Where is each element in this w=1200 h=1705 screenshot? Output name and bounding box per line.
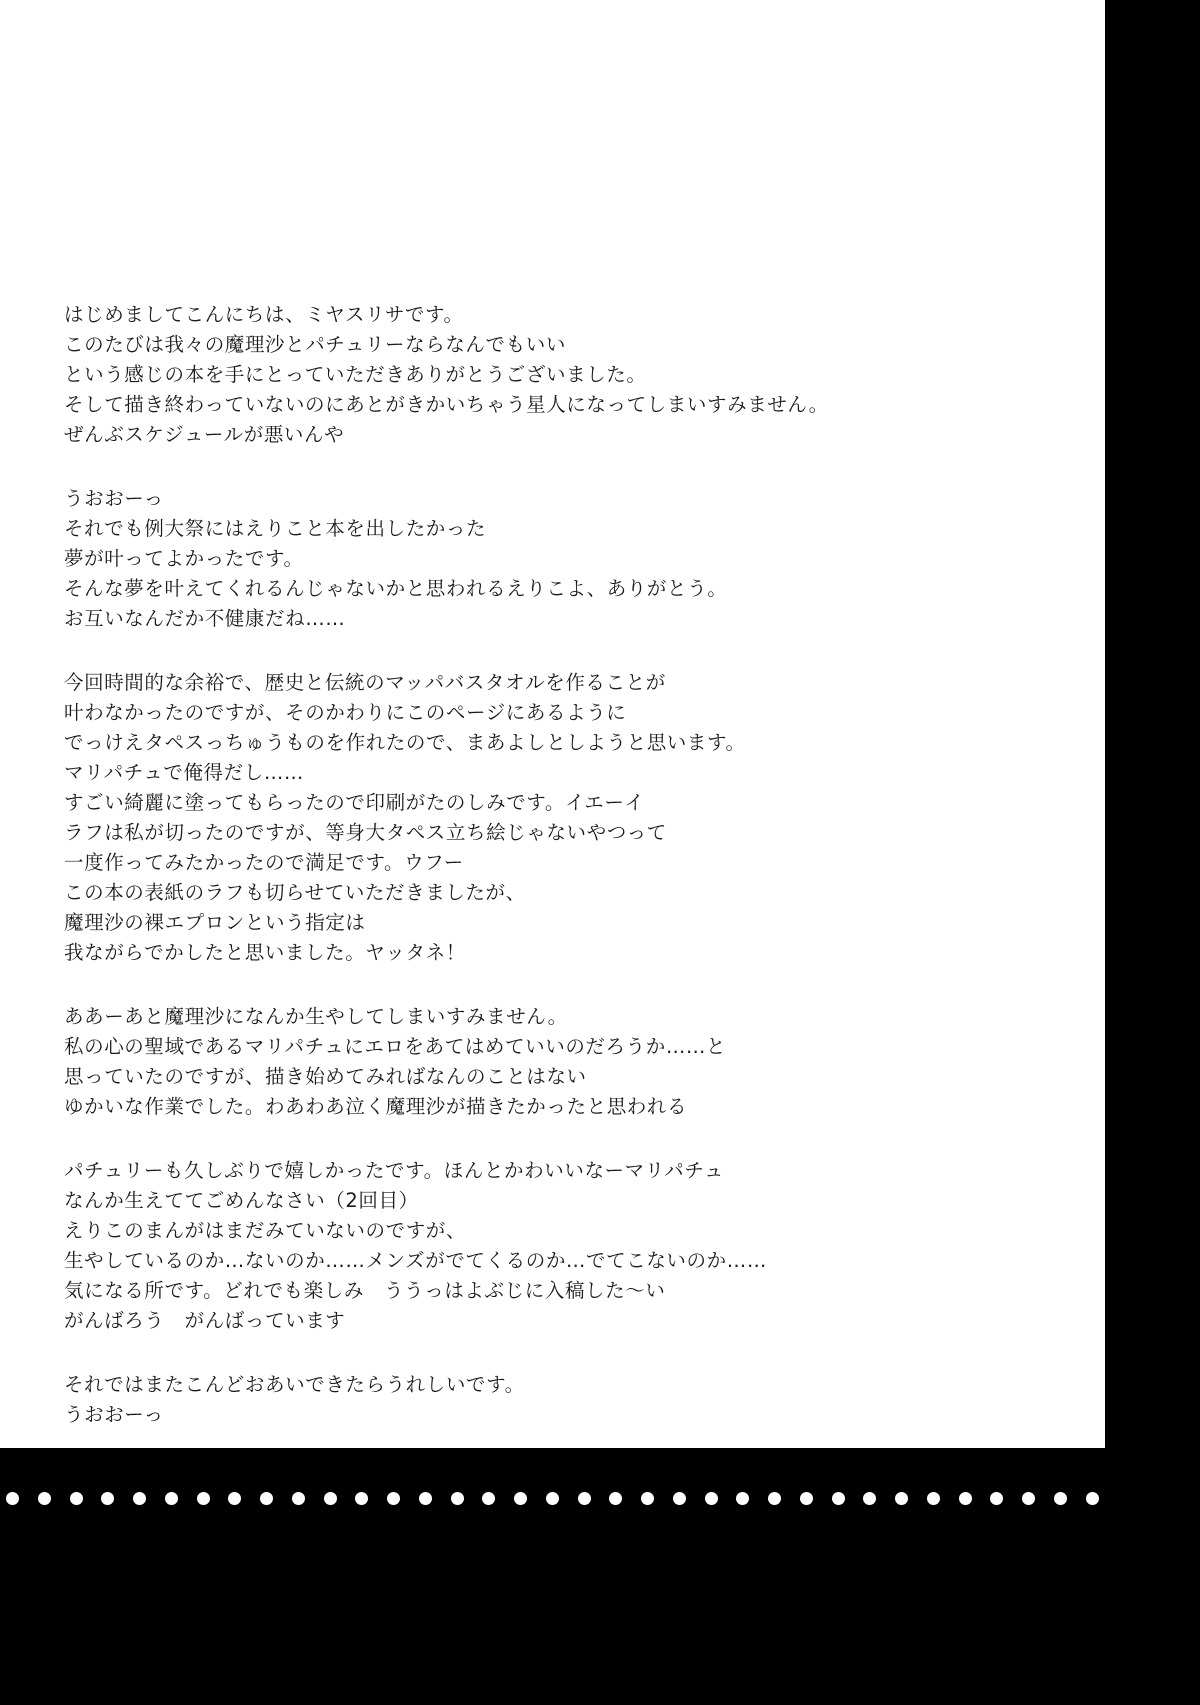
- text-line: 思っていたのですが、描き始めてみればなんのことはない: [64, 1065, 587, 1088]
- decorative-dot: [768, 1492, 781, 1505]
- bottom-decorative-band: [0, 1448, 1105, 1565]
- text-line: はじめましてこんにちは、ミヤスリサです。: [64, 303, 464, 326]
- decorative-dot: [800, 1492, 813, 1505]
- text-line: 今回時間的な余裕で、歴史と伝統のマッパバスタオルを作ることが: [64, 671, 666, 694]
- decorative-dot: [324, 1492, 337, 1505]
- decorative-dot: [355, 1492, 368, 1505]
- text-line: うおおーっ: [64, 1403, 164, 1426]
- decorative-dot: [863, 1492, 876, 1505]
- decorative-dot: [70, 1492, 83, 1505]
- paragraph-reitaisai: [64, 484, 1024, 634]
- decorative-dot: [959, 1492, 972, 1505]
- paragraph-marisa: [64, 1002, 1024, 1122]
- text-line: 夢が叶ってよかったです。: [64, 547, 304, 570]
- text-line: そんな夢を叶えてくれるんじゃないかと思われるえりこよ、ありがとう。: [64, 577, 728, 600]
- text-line: でっけえタペスっちゅうものを作れたので、まあよしとしようと思います。: [64, 731, 746, 754]
- text-line: がんばろう がんばっています: [64, 1309, 346, 1332]
- text-line: 一度作ってみたかったので満足です。ウフー: [64, 851, 464, 874]
- decorative-dot: [228, 1492, 241, 1505]
- decorative-dot: [736, 1492, 749, 1505]
- paragraph-intro: [64, 300, 1024, 450]
- decorative-dot: [514, 1492, 527, 1505]
- decorative-dot: [451, 1492, 464, 1505]
- decorative-dot: [927, 1492, 940, 1505]
- decorative-dot: [292, 1492, 305, 1505]
- text-line: そして描き終わっていないのにあとがきかいちゃう星人になってしまいすみません。: [64, 393, 829, 416]
- text-line: お互いなんだか不健康だね……: [64, 607, 346, 630]
- decorative-dot: [832, 1492, 845, 1505]
- text-line: ゆかいな作業でした。わあわあ泣く魔理沙が描きたかったと思われる: [64, 1095, 688, 1118]
- text-line: 魔理沙の裸エプロンという指定は: [64, 911, 366, 934]
- decorative-dot: [673, 1492, 686, 1505]
- decorative-dot: [6, 1492, 19, 1505]
- decorative-dot: [609, 1492, 622, 1505]
- text-line: それではまたこんどおあいできたらうれしいです。: [64, 1373, 525, 1396]
- decorative-dot: [990, 1492, 1003, 1505]
- text-line: ああーあと魔理沙になんか生やしてしまいすみません。: [64, 1005, 568, 1028]
- text-line: それでも例大祭にはえりこと本を出したかった: [64, 517, 487, 540]
- decorative-dot: [197, 1492, 210, 1505]
- text-line: うおおーっ: [64, 487, 164, 510]
- decorative-dot: [895, 1492, 908, 1505]
- text-line: マリパチュで俺得だし……: [64, 761, 305, 784]
- afterword-text-block: [64, 300, 1024, 1494]
- decorative-dot: [1086, 1492, 1099, 1505]
- decorative-dot: [546, 1492, 559, 1505]
- page-edge-bottom: [0, 1565, 1200, 1705]
- text-line: ラフは私が切ったのですが、等身大タペス立ち絵じゃないやつって: [64, 821, 667, 844]
- text-line: えりこのまんがはまだみていないのですが、: [64, 1219, 467, 1242]
- decorative-dot: [387, 1492, 400, 1505]
- decorative-dot: [419, 1492, 432, 1505]
- text-line: 我ながらでかしたと思いました。ヤッタネ！: [64, 941, 466, 964]
- text-line: このたびは我々の魔理沙とパチュリーならなんでもいい: [64, 333, 566, 356]
- text-line: ぜんぶスケジュールが悪いんや: [64, 423, 345, 446]
- decorative-dot: [260, 1492, 273, 1505]
- decorative-dot: [641, 1492, 654, 1505]
- text-line: なんか生えててごめんなさい（2回目）: [64, 1189, 419, 1212]
- text-line: パチュリーも久しぶりで嬉しかったです。ほんとかわいいなーマリパチュ: [64, 1159, 724, 1182]
- paragraph-patchouli: [64, 1156, 1024, 1336]
- decorative-dot: [165, 1492, 178, 1505]
- text-line: という感じの本を手にとっていただきありがとうございました。: [64, 363, 647, 386]
- text-line: この本の表紙のラフも切らせていただきましたが、: [64, 881, 526, 904]
- text-line: 気になる所です。どれでも楽しみ ううっはよぶじに入稿した〜い: [64, 1279, 666, 1302]
- page-edge-right: [1105, 0, 1200, 1705]
- decorative-dot: [482, 1492, 495, 1505]
- text-line: 生やしているのか…ないのか……メンズがでてくるのか…でてこないのか……: [64, 1249, 767, 1272]
- text-line: 私の心の聖域であるマリパチュにエロをあてはめていいのだろうか……と: [64, 1035, 727, 1058]
- decorative-dot: [38, 1492, 51, 1505]
- decorative-dot: [1054, 1492, 1067, 1505]
- decorative-dot: [578, 1492, 591, 1505]
- decorative-dot: [705, 1492, 718, 1505]
- paragraph-closing: [64, 1370, 1024, 1430]
- text-line: すごい綺麗に塗ってもらったので印刷がたのしみです。イエーイ: [64, 791, 645, 814]
- decorative-dot: [133, 1492, 146, 1505]
- decorative-dot: [101, 1492, 114, 1505]
- dot-decoration-row: [0, 1490, 1105, 1506]
- text-line: 叶わなかったのですが、そのかわりにこのページにあるように: [64, 701, 627, 724]
- paragraph-tapestry: [64, 668, 1024, 968]
- decorative-dot: [1022, 1492, 1035, 1505]
